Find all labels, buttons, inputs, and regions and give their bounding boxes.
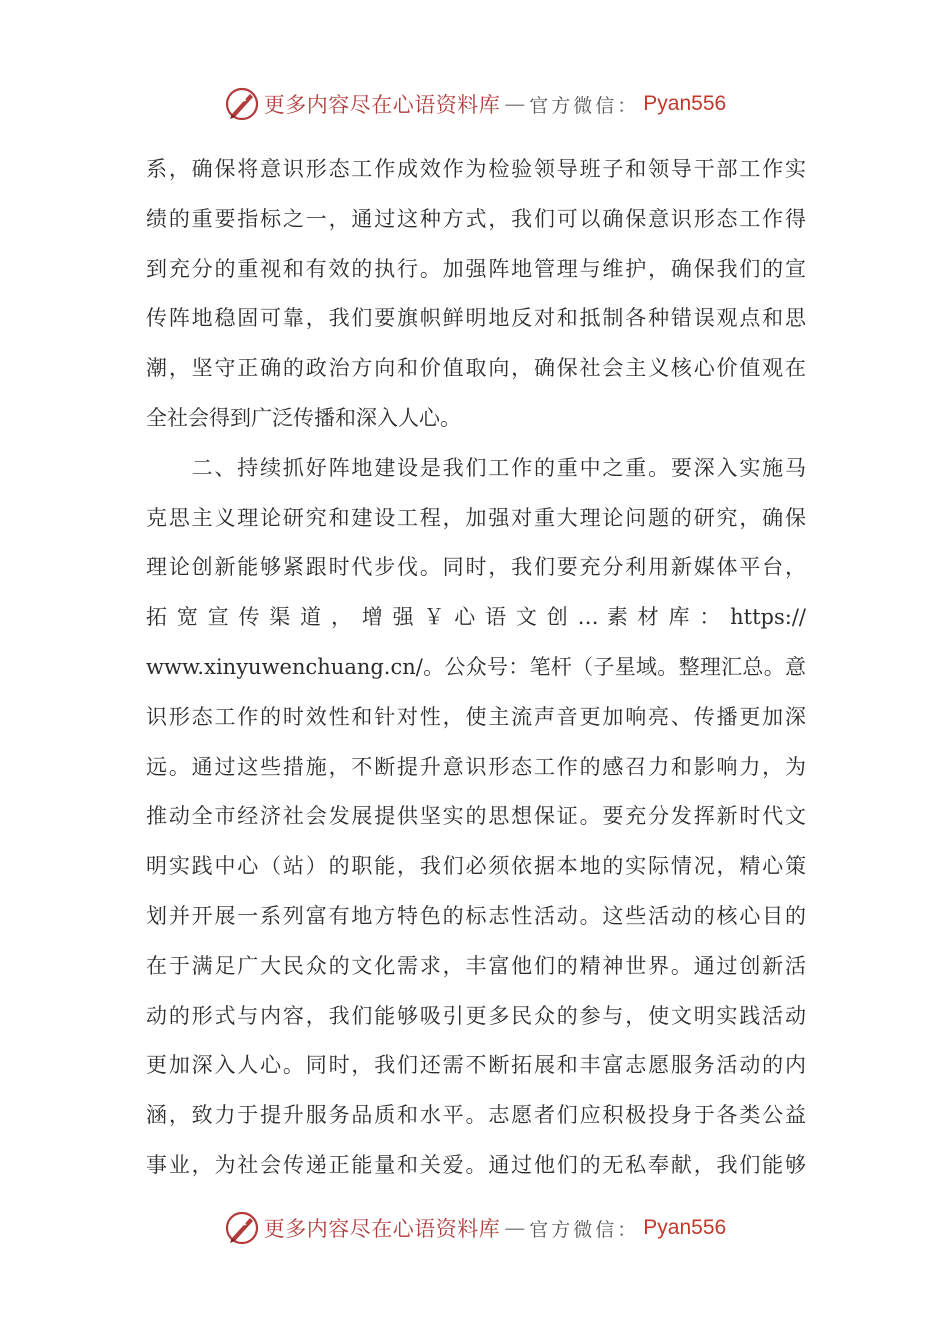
document-body [146, 145, 806, 1191]
body-line: 到充分的重视和有效的执行。加强阵地管理与维护，确保我们的宣 [146, 256, 806, 281]
body-line: 动的形式与内容，我们能够吸引更多民众的参与，使文明实践活动 [146, 1003, 806, 1028]
body-line: 拓 宽 宣 传 渠 道 ， 增 强 ￥ 心 语 文 创 … 素 材 库 ： https:// [146, 605, 806, 630]
footer-wechat-label: 官方微信： [529, 1218, 640, 1241]
body-line: 克思主义理论研究和建设工程，加强对重大理论问题的研究，确保 [146, 505, 806, 530]
header-dash: — [504, 92, 526, 116]
body-line: 明实践中心（站）的职能，我们必须依据本地的实际情况，精心策 [146, 854, 806, 879]
body-line: 系，确保将意识形态工作成效作为检验领导班子和领导干部工作实 [146, 157, 806, 181]
body-line: 全社会得到广泛传播和深入人心。 [146, 405, 461, 430]
body-line: 理论创新能够紧跟时代步伐。同时，我们要充分利用新媒体平台， [146, 555, 806, 580]
pen-logo-icon [224, 86, 260, 122]
body-line: 传阵地稳固可靠，我们要旗帜鲜明地反对和抵制各种错误观点和思 [146, 306, 806, 331]
header-banner [0, 84, 950, 124]
footer-wechat-id: Pyan556 [643, 1216, 727, 1239]
body-line: 更加深入人心。同时，我们还需不断拓展和丰富志愿服务活动的内 [146, 1053, 806, 1078]
footer-dash: — [504, 1216, 526, 1240]
body-line: 识形态工作的时效性和针对性，使主流声音更加响亮、传播更加深 [146, 704, 806, 729]
body-line: 涵，致力于提升服务品质和水平。志愿者们应积极投身于各类公益 [146, 1103, 806, 1128]
footer-brand-text: 更多内容尽在心语资料库 [263, 1217, 501, 1241]
header-wechat-label: 官方微信： [529, 94, 640, 117]
body-line: 推动全市经济社会发展提供坚实的思想保证。要充分发挥新时代文 [146, 804, 806, 829]
body-line: 潮，坚守正确的政治方向和价值取向，确保社会主义核心价值观在 [146, 356, 806, 381]
header-brand-text: 更多内容尽在心语资料库 [263, 93, 501, 117]
body-line: 绩的重要指标之一，通过这种方式，我们可以确保意识形态工作得 [146, 206, 806, 231]
body-line: www.xinyuwenchuang.cn/。公众号：笔杆（子星域。整理汇总。意 [146, 654, 806, 679]
body-line: 二、持续抓好阵地建设是我们工作的重中之重。要深入实施马 [146, 455, 806, 480]
header-wechat-id: Pyan556 [643, 92, 727, 115]
footer-banner [0, 1208, 950, 1248]
pen-logo-icon [224, 1210, 260, 1246]
body-line: 事业，为社会传递正能量和关爱。通过他们的无私奉献，我们能够 [146, 1152, 806, 1177]
body-line: 远。通过这些措施，不断提升意识形态工作的感召力和影响力，为 [146, 754, 806, 779]
body-line: 在于满足广大民众的文化需求，丰富他们的精神世界。通过创新活 [146, 953, 806, 978]
body-line: 划并开展一系列富有地方特色的标志性活动。这些活动的核心目的 [146, 903, 806, 928]
